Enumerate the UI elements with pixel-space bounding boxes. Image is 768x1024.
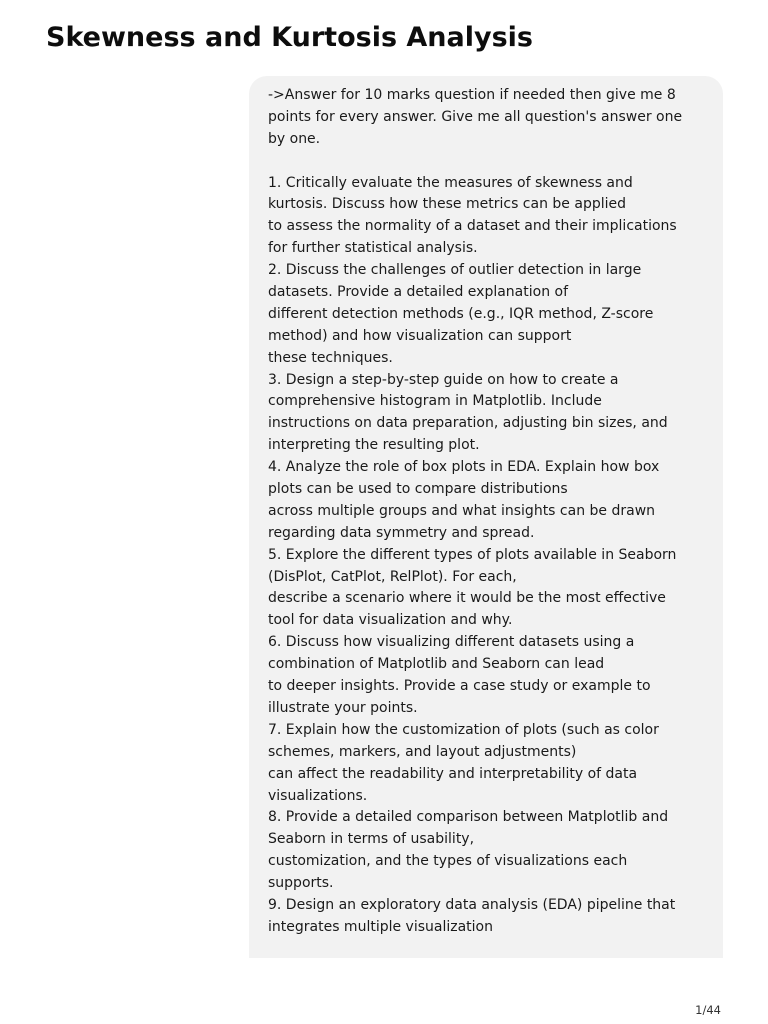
- message-line: customization, and the types of visualizations each: [268, 853, 628, 870]
- message-line: Seaborn in terms of usability,: [268, 831, 475, 848]
- message-line: 1. Critically evaluate the measures of skewness and: [268, 174, 633, 191]
- message-line: 4. Analyze the role of box plots in EDA. Explain how box: [268, 459, 660, 476]
- message-line: kurtosis. Discuss how these metrics can be applied: [268, 196, 626, 213]
- message-line: 2. Discuss the challenges of outlier detection in large: [268, 262, 642, 279]
- message-line: plots can be used to compare distributions: [268, 481, 568, 498]
- message-line: can affect the readability and interpretability of data: [268, 765, 638, 782]
- message-line: 3. Design a step-by-step guide on how to create a: [268, 371, 619, 388]
- message-line: 8. Provide a detailed comparison between Matplotlib and: [268, 809, 669, 826]
- message-blank-line: [268, 151, 703, 173]
- message-line: comprehensive histogram in Matplotlib. Include: [268, 393, 602, 410]
- message-line: method) and how visualization can support: [268, 327, 572, 344]
- message-line: combination of Matplotlib and Seaborn can lead: [268, 656, 605, 673]
- message-line: these techniques.: [268, 349, 393, 366]
- message-line: datasets. Provide a detailed explanation of: [268, 284, 569, 301]
- message-line: instructions on data preparation, adjusting bin sizes, and: [268, 415, 668, 432]
- page-number: 1/44: [695, 1003, 721, 1017]
- message-line: integrates multiple visualization: [268, 918, 493, 935]
- user-message-bubble: [249, 76, 723, 958]
- message-line: regarding data symmetry and spread.: [268, 524, 535, 541]
- message-line: to deeper insights. Provide a case study or example to: [268, 678, 651, 695]
- message-line: interpreting the resulting plot.: [268, 437, 480, 454]
- message-line: different detection methods (e.g., IQR method, Z-score: [268, 305, 654, 322]
- message-line: 6. Discuss how visualizing different datasets using a: [268, 634, 635, 651]
- message-line: 7. Explain how the customization of plots (such as color: [268, 721, 659, 738]
- message-line: supports.: [268, 875, 334, 892]
- message-line: ->Answer for 10 marks question if needed then give me 8: [268, 87, 676, 103]
- message-line: 9. Design an exploratory data analysis (EDA) pipeline that: [268, 896, 676, 913]
- message-line: by one.: [268, 130, 321, 147]
- message-line: for further statistical analysis.: [268, 240, 478, 257]
- message-line: (DisPlot, CatPlot, RelPlot). For each,: [268, 568, 517, 585]
- message-line: points for every answer. Give me all question's answer one: [268, 108, 683, 125]
- message-line: illustrate your points.: [268, 699, 418, 716]
- message-line: tool for data visualization and why.: [268, 612, 513, 629]
- message-line: 5. Explore the different types of plots available in Seaborn: [268, 546, 677, 563]
- message-line: visualizations.: [268, 787, 368, 804]
- message-text: [268, 85, 703, 939]
- message-line: describe a scenario where it would be the most effective: [268, 590, 666, 607]
- message-line: across multiple groups and what insights can be drawn: [268, 502, 656, 519]
- message-line: schemes, markers, and layout adjustments): [268, 743, 577, 760]
- message-line: to assess the normality of a dataset and their implications: [268, 218, 677, 235]
- page-title: Skewness and Kurtosis Analysis: [46, 22, 534, 53]
